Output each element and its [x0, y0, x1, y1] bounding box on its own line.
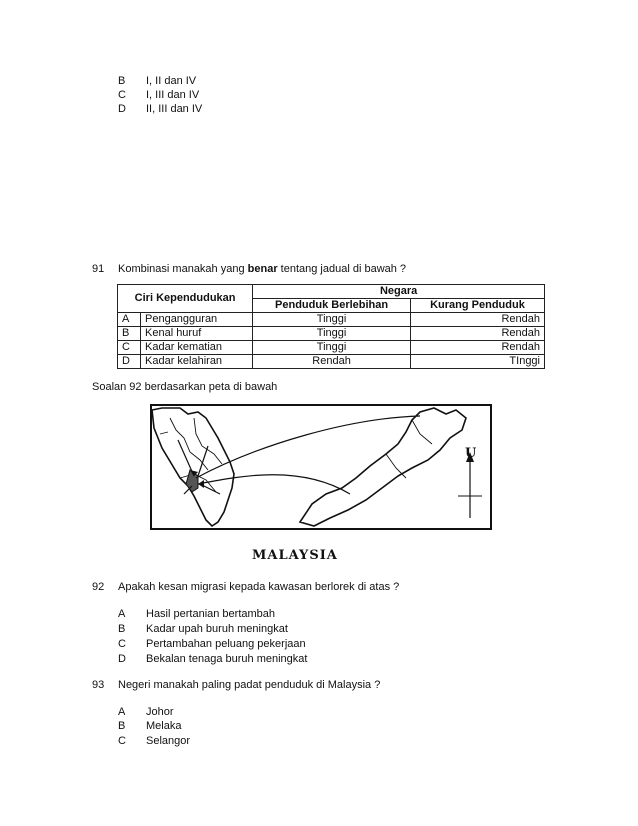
option-text: Bekalan tenaga buruh meningkat — [146, 653, 308, 665]
option-letter: B — [118, 623, 126, 635]
question-text — [118, 263, 406, 275]
jadual-table — [117, 284, 545, 369]
option-text: II, III dan IV — [146, 103, 203, 115]
table-row — [118, 327, 545, 341]
question-number: 91 — [92, 263, 105, 275]
north-label: U — [465, 446, 477, 461]
malaysia-map — [150, 404, 492, 530]
question-text: Negeri manakah paling padat penduduk di Malaysia ? — [118, 679, 381, 691]
borneo-border — [386, 454, 406, 478]
option-letter: D — [118, 653, 126, 665]
row-kurang: Rendah — [410, 341, 544, 355]
table-row — [118, 355, 545, 369]
option-text: Melaka — [146, 720, 182, 732]
option-text: Selangor — [146, 735, 191, 747]
table-row — [118, 313, 545, 327]
table-header-row — [118, 285, 545, 299]
question-text-part: Kombinasi manakah yang — [118, 263, 248, 275]
arrow-head — [198, 480, 204, 488]
option-letter: C — [118, 89, 126, 101]
option-text: Kadar upah buruh meningkat — [146, 623, 288, 635]
row-berlebihan: Tinggi — [253, 313, 411, 327]
option-text: Johor — [146, 706, 174, 718]
question-text-part: tentang jadual di bawah ? — [277, 263, 407, 275]
row-ciri: Kenal huruf — [141, 327, 253, 341]
row-berlebihan: Tinggi — [253, 341, 411, 355]
state-border — [194, 418, 222, 464]
row-kurang: TInggi — [410, 355, 544, 369]
row-letter: A — [118, 313, 141, 327]
option-text: I, II dan IV — [146, 75, 197, 87]
option-letter: B — [118, 720, 126, 732]
peninsular-outline — [152, 408, 234, 526]
option-letter: D — [118, 103, 126, 115]
row-letter: C — [118, 341, 141, 355]
row-kurang: Rendah — [410, 327, 544, 341]
header-negara: Negara — [253, 285, 545, 299]
row-berlebihan: Rendah — [253, 355, 411, 369]
row-ciri: Kadar kematian — [141, 341, 253, 355]
option-letter: A — [118, 608, 126, 620]
row-berlebihan: Tinggi — [253, 327, 411, 341]
header-berlebihan: Penduduk Berlebihan — [253, 299, 411, 313]
row-ciri: Kadar kelahiran — [141, 355, 253, 369]
header-ciri: Ciri Kependudukan — [118, 285, 253, 313]
row-ciri: Pengangguran — [141, 313, 253, 327]
option-letter: A — [118, 706, 126, 718]
row-kurang: Rendah — [410, 313, 544, 327]
header-kurang: Kurang Penduduk — [410, 299, 544, 313]
option-text: Hasil pertanian bertambah — [146, 608, 276, 620]
option-letter: C — [118, 735, 126, 747]
section-intro: Soalan 92 berdasarkan peta di bawah — [92, 381, 278, 393]
question-number: 93 — [92, 679, 105, 691]
table-row — [118, 341, 545, 355]
migration-arrow — [198, 446, 208, 476]
borneo-border — [412, 420, 432, 444]
question-text: Apakah kesan migrasi kepada kawasan berlorek di atas ? — [118, 581, 400, 593]
option-text: I, III dan IV — [146, 89, 200, 101]
option-letter: B — [118, 75, 126, 87]
map-title: MALAYSIA — [252, 548, 338, 563]
row-letter: B — [118, 327, 141, 341]
migration-arrow — [196, 416, 420, 478]
question-number: 92 — [92, 581, 105, 593]
map-graphic — [150, 404, 492, 530]
borneo-outline — [300, 408, 466, 526]
option-letter: C — [118, 638, 126, 650]
state-border — [160, 432, 168, 434]
migration-arrow — [198, 475, 350, 494]
row-letter: D — [118, 355, 141, 369]
question-text-bold: benar — [247, 263, 278, 275]
option-text: Pertambahan peluang pekerjaan — [146, 638, 306, 650]
